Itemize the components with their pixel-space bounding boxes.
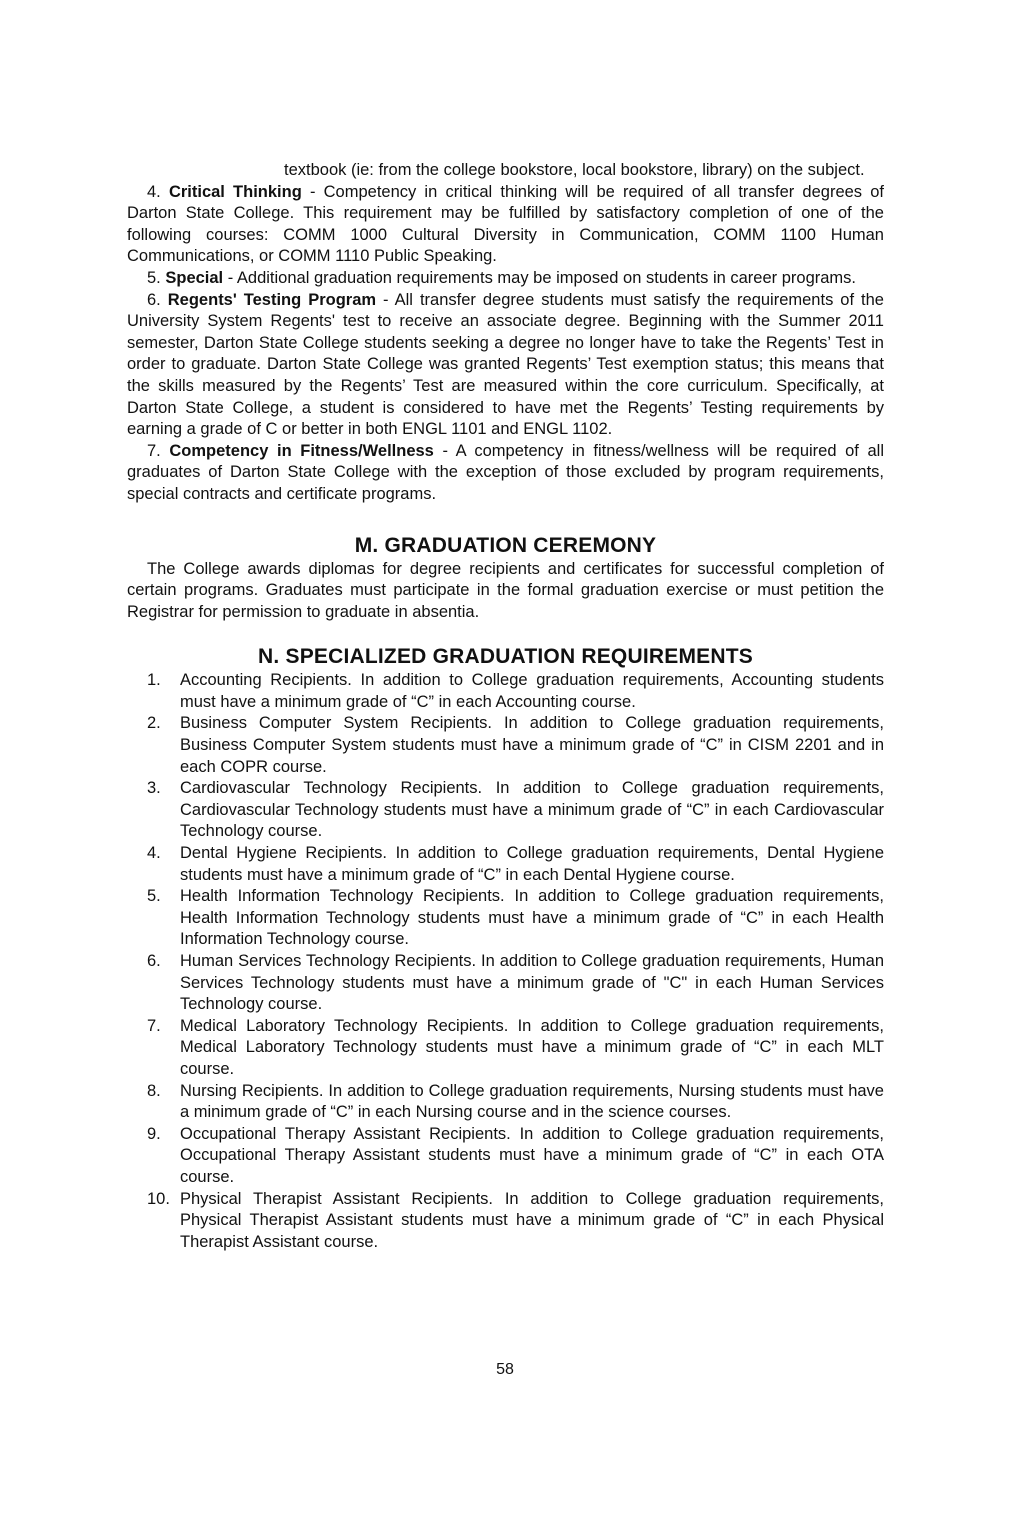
requirement-item-4 bbox=[127, 182, 884, 268]
list-item-text: Accounting Recipients. In addition to College graduation requirements, Accounting students must have a minimum grade of “C” in each Accounting course. bbox=[180, 671, 884, 711]
list-item bbox=[127, 1016, 884, 1081]
list-item-number: 4. bbox=[147, 844, 161, 863]
item-text: - All transfer degree students must satisfy the requirements of the University System Regents' test to receive an associate degree. Beginning with the Summer 2011 semester, Darton State College students seeking a degree no longer have to take the Regents’ Test in order to graduate. Darton State College was granted Regents’ Test exemption status; this means that the skills measured by the Regents’ Test are measured within the core curriculum. Specifically, at Darton State College, a student is considered to have met the Regents’ Testing requirements by earning a grade of C or better in both ENGL 1101 and ENGL 1102. bbox=[127, 290, 884, 439]
list-item bbox=[127, 886, 884, 951]
list-item-number: 3. bbox=[147, 779, 161, 798]
list-item-number: 2. bbox=[147, 714, 161, 733]
list-item bbox=[127, 1189, 884, 1254]
item-text: - A competency in fitness/wellness will be required of all graduates of Darton State College with the exception of those excluded by program requirements, special contracts and certificate programs. bbox=[127, 441, 884, 503]
requirement-item-6 bbox=[127, 290, 884, 441]
item-number: 6. bbox=[147, 290, 161, 309]
list-item-text: Business Computer System Recipients. In addition to College graduation requirements, Business Computer System students must have a minimum grade of “C” in CISM 2201 and in each COPR course. bbox=[180, 714, 884, 776]
requirement-item-7 bbox=[127, 441, 884, 506]
item-number: 4. bbox=[147, 182, 161, 201]
list-item-text: Nursing Recipients. In addition to College graduation requirements, Nursing students must have a minimum grade of “C” in each Nursing course and in the science courses. bbox=[180, 1081, 884, 1122]
list-item bbox=[127, 951, 884, 1016]
list-item-number: 5. bbox=[147, 887, 161, 906]
list-item-text: Physical Therapist Assistant Recipients. In addition to College graduation requirements, Physical Therapist Assistant students must have a minimum grade of “C” in each Physical Therapist Assistant course. bbox=[180, 1189, 884, 1251]
continuation-paragraph: textbook (ie: from the college bookstore, local bookstore, library) on the subject. bbox=[284, 161, 865, 179]
list-item-number: 7. bbox=[147, 1016, 161, 1035]
page-number: 58 bbox=[496, 1361, 514, 1378]
list-item-number: 1. bbox=[147, 671, 161, 690]
list-item bbox=[127, 670, 884, 713]
item-title: Special bbox=[165, 268, 224, 287]
item-text: - Competency in critical thinking will be required of all transfer degrees of Darton State College. This requirement may be fulfilled by satisfactory completion of one of the following courses: COMM 1000 Cultural Diversity in Communication, COMM 1100 Human Communications, or COMM 1110 Public Speaking. bbox=[127, 182, 884, 266]
list-item-text: Cardiovascular Technology Recipients. In addition to College graduation requirements, Cardiovascular Technology students must have a minimum grade of “C” in each Cardiovascular Technology course. bbox=[180, 779, 884, 841]
item-title: Competency in Fitness/Wellness bbox=[169, 441, 434, 460]
item-number: 7. bbox=[147, 441, 161, 460]
document-page bbox=[127, 160, 884, 1253]
list-item-number: 10. bbox=[147, 1189, 170, 1208]
section-n-heading: N. SPECIALIZED GRADUATION REQUIREMENTS bbox=[258, 645, 753, 669]
section-m-body: The College awards diplomas for degree recipients and certificates for successful completion of certain programs. Graduates must participate in the formal graduation exercise or must petition the Registrar for permission to graduate in absentia. bbox=[127, 559, 884, 621]
section-m-heading: M. GRADUATION CEREMONY bbox=[354, 533, 657, 557]
item-title: Critical Thinking bbox=[168, 182, 302, 201]
list-item-text: Health Information Technology Recipients. In addition to College graduation requirements, Health Information Technology students must have a minimum grade of “C” in each Health Information Technology course. bbox=[180, 887, 884, 949]
list-item-text: Medical Laboratory Technology Recipients. In addition to College graduation requirements, Medical Laboratory Technology students must have a minimum grade of “C” in each MLT course. bbox=[180, 1016, 884, 1078]
requirement-item-5 bbox=[127, 268, 884, 290]
list-item-text: Human Services Technology Recipients. In addition to College graduation requirements, Human Services Technology students must have a minimum grade of "C" in each Human Services Technology course. bbox=[180, 952, 884, 1014]
list-item-text: Occupational Therapy Assistant Recipients. In addition to College graduation requirements, Occupational Therapy Assistant students must have a minimum grade of “C” in each OTA course. bbox=[180, 1124, 884, 1186]
list-item bbox=[127, 1081, 884, 1124]
list-item-number: 9. bbox=[147, 1124, 161, 1143]
list-item-number: 6. bbox=[147, 952, 161, 970]
list-item bbox=[127, 713, 884, 778]
item-title: Regents' Testing Program bbox=[167, 290, 377, 309]
specialized-requirements-list bbox=[127, 670, 884, 1253]
item-text: - Additional graduation requirements may be imposed on students in career programs. bbox=[223, 268, 856, 287]
item-number: 5. bbox=[147, 268, 161, 287]
list-item bbox=[127, 843, 884, 886]
list-item-text: Dental Hygiene Recipients. In addition to College graduation requirements, Dental Hygiene students must have a minimum grade of “C” in each Dental Hygiene course. bbox=[180, 844, 884, 884]
list-item bbox=[127, 778, 884, 843]
list-item-number: 8. bbox=[147, 1081, 161, 1100]
list-item bbox=[127, 1124, 884, 1189]
